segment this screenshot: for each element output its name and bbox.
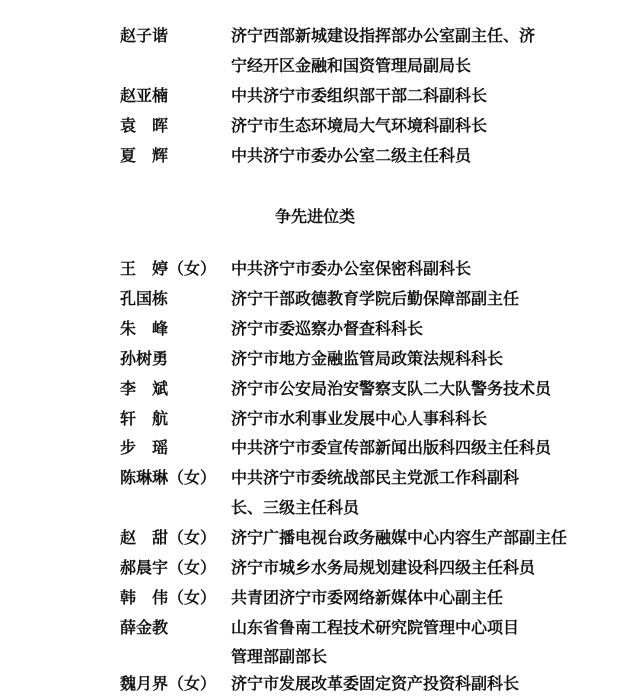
list-item (0, 553, 637, 583)
list-item-continuation (0, 642, 637, 672)
list-item (0, 344, 637, 374)
person-position: 中共济宁市委办公室保密科副科长 (231, 259, 472, 278)
person-position: 山东省鲁南工程技术研究院管理中心项目 (231, 618, 520, 637)
person-name: 赵亚楠 (120, 86, 169, 105)
person-position: 济宁市发展改革委固定资产投资科副科长 (231, 674, 520, 693)
person-position: 济宁市水利事业发展中心人事科科长 (231, 409, 488, 428)
person-position: 济宁西部新城建设指挥部办公室副主任、济 (231, 26, 536, 45)
list-item-continuation (0, 51, 637, 81)
list-item (0, 284, 637, 314)
person-name: 韩 伟（女） (120, 588, 217, 607)
list-item (0, 669, 637, 699)
person-name: 孙树勇 (120, 349, 169, 368)
list-item (0, 314, 637, 344)
list-item (0, 21, 637, 51)
person-position: 中共济宁市委宣传部新闻出版科四级主任科员 (231, 438, 552, 457)
list-item (0, 433, 637, 463)
person-name: 郝晨宇（女） (120, 558, 217, 577)
list-item (0, 81, 637, 111)
list-item (0, 613, 637, 643)
list-item (0, 374, 637, 404)
section-title: 争先进位类 (275, 207, 356, 226)
person-position: 长、三级主任科员 (231, 498, 360, 517)
person-name: 赵 甜（女） (120, 528, 217, 547)
person-name: 袁 晖 (120, 116, 169, 135)
person-position: 济宁市地方金融监管局政策法规科科长 (231, 349, 504, 368)
list-item (0, 111, 637, 141)
person-name: 王 婷（女） (120, 259, 217, 278)
person-position: 中共济宁市委统战部民主党派工作科副科 (231, 468, 520, 487)
person-name: 陈琳琳（女） (120, 468, 217, 487)
person-position: 中共济宁市委办公室二级主任科员 (231, 146, 472, 165)
list-item (0, 404, 637, 434)
list-item-continuation (0, 493, 637, 523)
person-position: 济宁市生态环境局大气环境科副科长 (231, 116, 488, 135)
person-position: 管理部副部长 (231, 647, 328, 666)
person-position: 济宁市城乡水务局规划建设科四级主任科员 (231, 558, 536, 577)
person-name: 魏月界（女） (120, 674, 217, 693)
person-name: 薛金教 (120, 618, 169, 637)
person-position: 济宁市公安局治安警察支队二大队警务技术员 (231, 379, 552, 398)
list-item (0, 254, 637, 284)
list-item (0, 523, 637, 553)
person-name: 步 瑶 (120, 438, 169, 457)
person-position: 济宁干部政德教育学院后勤保障部副主任 (231, 289, 520, 308)
person-position: 宁经开区金融和国资管理局副局长 (231, 56, 472, 75)
person-name: 李 斌 (120, 379, 169, 398)
person-name: 轩 航 (120, 409, 169, 428)
list-item (0, 463, 637, 493)
person-position: 中共济宁市委组织部干部二科副科长 (231, 86, 488, 105)
list-item (0, 583, 637, 613)
person-position: 济宁广播电视台政务融媒中心内容生产部副主任 (231, 528, 568, 547)
person-position: 济宁市委巡察办督查科科长 (231, 319, 424, 338)
person-name: 赵子谐 (120, 26, 169, 45)
person-name: 孔国栋 (120, 289, 169, 308)
person-name: 朱 峰 (120, 319, 169, 338)
list-item (0, 141, 637, 171)
person-position: 共青团济宁市委网络新媒体中心副主任 (231, 588, 504, 607)
person-name: 夏 辉 (120, 146, 169, 165)
section-heading (0, 201, 637, 233)
